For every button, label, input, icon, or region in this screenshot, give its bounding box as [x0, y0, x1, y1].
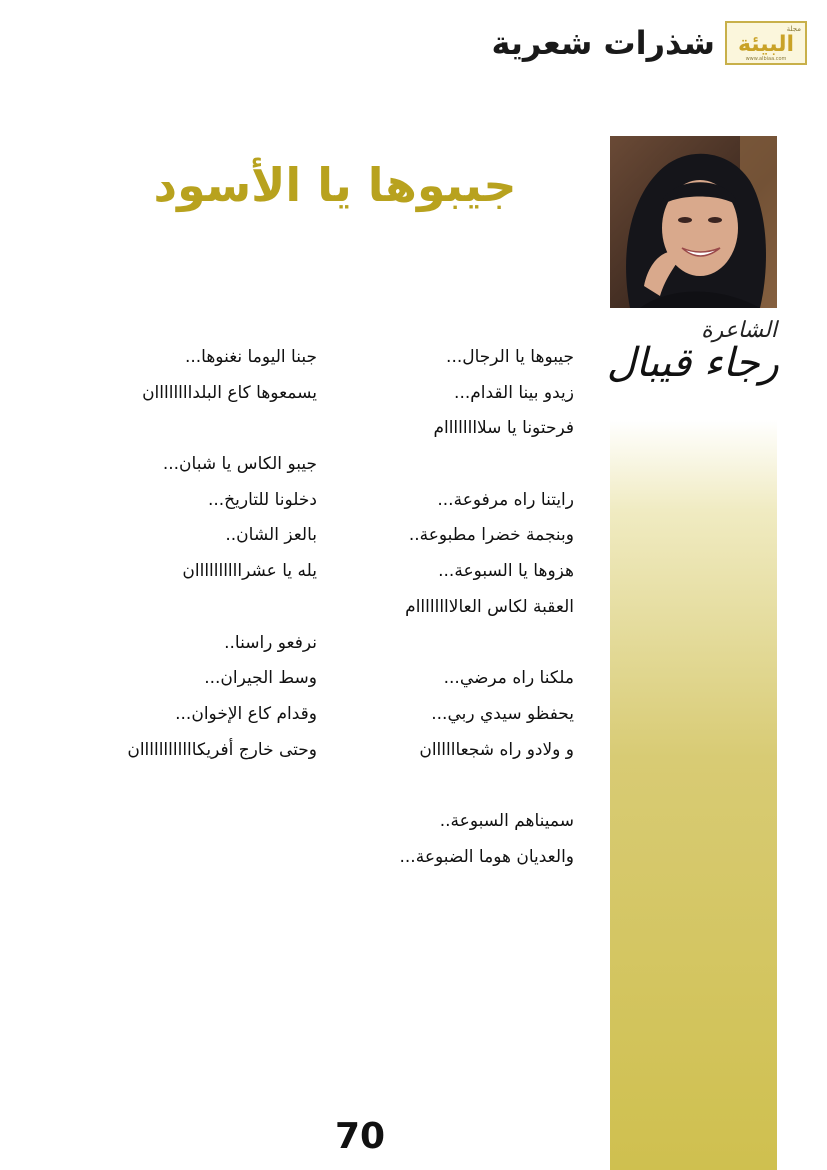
poem-line: جيبوها يا الرجال... — [446, 347, 574, 367]
poem-line: جيبو الكاس يا شبان... — [162, 454, 317, 475]
logo-site: www.albiaa.com — [745, 56, 787, 62]
poem-line: وسط الجيران... — [204, 668, 317, 689]
poet-photo — [610, 136, 777, 308]
magazine-logo — [725, 21, 807, 65]
logo-wordmark: البيئة — [737, 31, 795, 57]
poem-line — [314, 626, 574, 662]
poet-label: الشاعرة — [701, 318, 777, 343]
poem-column-left — [67, 340, 317, 768]
poem-line: جبنا اليوما نغنوها... — [184, 347, 317, 367]
page-header — [492, 18, 808, 68]
poem-line: يسمعوها كاع البلداااااااان — [142, 382, 317, 403]
poem-line: و ولادو راه شجعاااااان — [419, 739, 574, 760]
poem-line: وحتى خارج أفريكاااااااااااان — [127, 739, 317, 760]
poem-line: العقبة لكاس العالاااااااام — [405, 596, 574, 617]
poem-line: بالعز الشان.. — [225, 525, 317, 546]
poem-line — [67, 411, 317, 447]
poem-line — [314, 768, 574, 804]
poem-title: جيبوها يا الأسود — [153, 158, 517, 212]
poem-line: دخلونا للتاريخ... — [207, 489, 317, 510]
poem-line: نرفعو راسنا.. — [224, 632, 317, 653]
poem-line: يله يا عشراااااااااان — [182, 561, 317, 582]
poem-line: وقدام كاع الإخوان... — [175, 703, 317, 724]
sidebar-gold-strip — [610, 420, 777, 1170]
section-title: شذرات شعرية — [491, 24, 715, 62]
poem-line: فرحتونا يا سلاااااااام — [433, 418, 574, 439]
poet-name: رجاء قيبال — [606, 340, 779, 386]
logo-tag: مجلة — [786, 25, 801, 33]
poem-line: رايتنا راه مرفوعة... — [437, 489, 574, 510]
poem-line: سميناهم السبوعة.. — [439, 810, 574, 831]
page-number: 70 — [334, 1116, 386, 1157]
poem-line: وبنجمة خضرا مطبوعة.. — [408, 525, 574, 546]
poem-line — [67, 590, 317, 626]
poem-line: هزوها يا السبوعة... — [438, 561, 574, 582]
poem-line: يحفظو سيدي ربي... — [431, 703, 574, 724]
poem-column-right — [314, 340, 574, 875]
poem-line — [314, 447, 574, 483]
poem-line: والعديان هوما الضبوعة... — [399, 846, 574, 867]
poem-line: زيدو بينا القدام... — [454, 382, 574, 403]
poet-portrait-image — [610, 136, 777, 308]
poem-line: ملكنا راه مرضي... — [443, 668, 574, 689]
